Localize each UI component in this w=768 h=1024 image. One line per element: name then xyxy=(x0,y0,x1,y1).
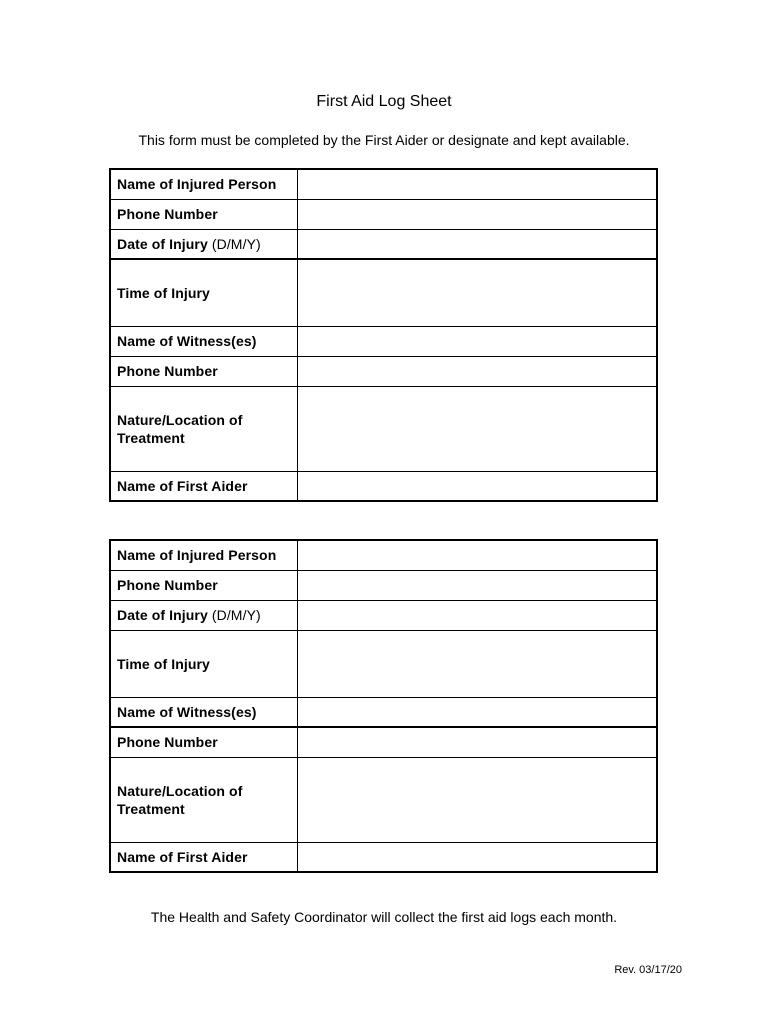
table-row xyxy=(110,757,657,842)
table-row xyxy=(110,540,657,570)
field-label-time: Time of Injury xyxy=(110,259,298,326)
table-row xyxy=(110,842,657,872)
field-label-phone: Phone Number xyxy=(110,570,298,600)
witness-phone-field[interactable] xyxy=(298,727,658,757)
phone-field[interactable] xyxy=(298,570,658,600)
table-row xyxy=(110,356,657,386)
revision-label: Rev. 03/17/20 xyxy=(614,964,682,976)
table-row xyxy=(110,259,657,326)
date-field[interactable] xyxy=(298,600,658,630)
table-row xyxy=(110,169,657,199)
time-field[interactable] xyxy=(298,630,658,697)
log-entry-table xyxy=(109,168,658,502)
log-entry-table xyxy=(109,539,658,873)
field-label-witness: Name of Witness(es) xyxy=(110,697,298,727)
treatment-field[interactable] xyxy=(298,757,658,842)
table-row xyxy=(110,727,657,757)
date-field[interactable] xyxy=(298,229,658,259)
date-format-hint: (D/M/Y) xyxy=(207,235,261,252)
table-row xyxy=(110,386,657,471)
table-row xyxy=(110,471,657,501)
field-label-injured-name: Name of Injured Person xyxy=(110,540,298,570)
witness-field[interactable] xyxy=(298,697,658,727)
field-label-witness: Name of Witness(es) xyxy=(110,326,298,356)
first-aider-field[interactable] xyxy=(298,842,658,872)
field-label-date: Date of Injury (D/M/Y) xyxy=(110,229,298,259)
table-row xyxy=(110,630,657,697)
page-title: First Aid Log Sheet xyxy=(316,93,452,110)
field-label-phone: Phone Number xyxy=(110,199,298,229)
first-aider-field[interactable] xyxy=(298,471,658,501)
date-format-hint: (D/M/Y) xyxy=(207,607,261,623)
table-row xyxy=(110,229,657,259)
witness-phone-field[interactable] xyxy=(298,356,658,386)
phone-field[interactable] xyxy=(298,199,658,229)
field-label-treatment: Nature/Location of Treatment xyxy=(110,757,298,842)
table-row xyxy=(110,697,657,727)
field-label-time: Time of Injury xyxy=(110,630,298,697)
injured-name-field[interactable] xyxy=(298,169,658,199)
table-row xyxy=(110,570,657,600)
time-field[interactable] xyxy=(298,259,658,326)
field-label-witness-phone: Phone Number xyxy=(110,356,298,386)
table-row xyxy=(110,199,657,229)
treatment-field[interactable] xyxy=(298,386,658,471)
table-row xyxy=(110,326,657,356)
table-row xyxy=(110,600,657,630)
field-label-witness-phone: Phone Number xyxy=(110,727,298,757)
injured-name-field[interactable] xyxy=(298,540,658,570)
field-label-injured-name: Name of Injured Person xyxy=(110,169,298,199)
field-label-first-aider: Name of First Aider xyxy=(110,471,298,501)
field-label-first-aider: Name of First Aider xyxy=(110,842,298,872)
field-label-treatment: Nature/Location of Treatment xyxy=(110,386,298,471)
field-label-date: Date of Injury (D/M/Y) xyxy=(110,600,298,630)
footer-note: The Health and Safety Coordinator will collect the first aid logs each month. xyxy=(150,909,618,925)
intro-text: This form must be completed by the First Aider or designate and kept available. xyxy=(138,132,630,148)
witness-field[interactable] xyxy=(298,326,658,356)
